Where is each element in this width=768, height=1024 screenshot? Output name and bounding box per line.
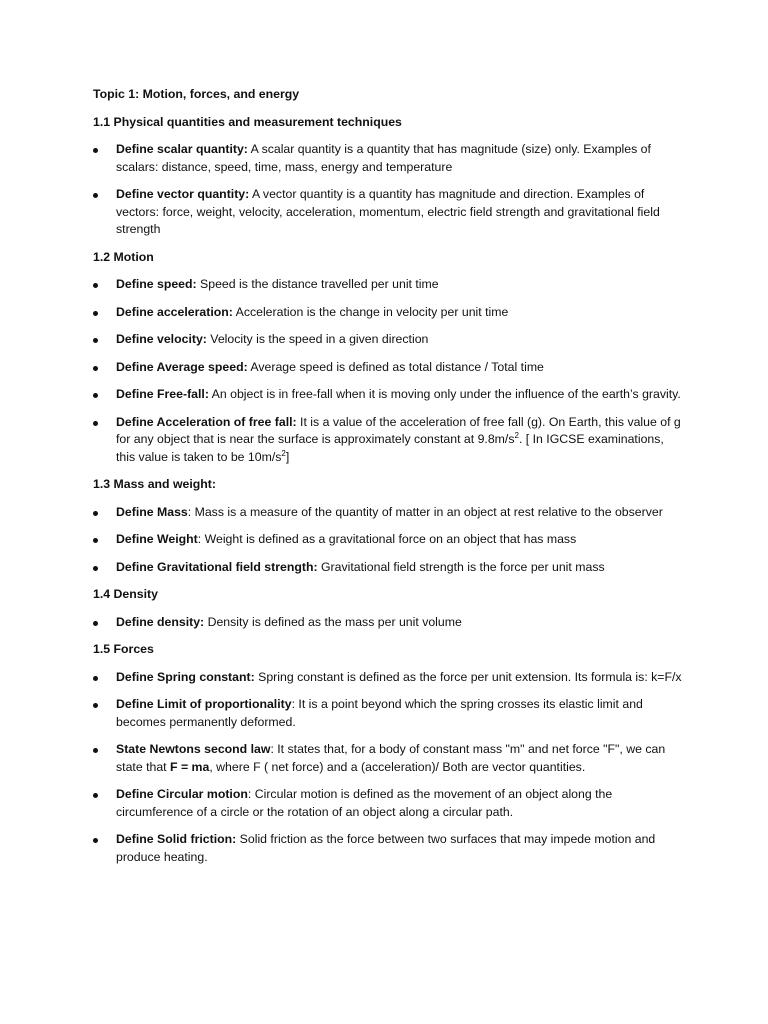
definition-text: : It is a point beyond which the spring crosses its elastic limit and becomes permanently deformed. [116, 697, 643, 729]
document-content [93, 86, 683, 876]
definition-term: State Newtons second law [116, 742, 271, 756]
superscript: 2 [281, 448, 286, 458]
definition-term: Define Spring constant: [116, 669, 255, 684]
definition-item [93, 276, 683, 294]
definition-term: Define Weight [116, 532, 198, 546]
definition-list [93, 276, 683, 466]
definition-text: Velocity is the speed in a given direction [206, 332, 429, 346]
definition-text: : Circular motion is defined as the movement of an object along the circumference of a circle or the rotation of an object along a circular path. [116, 787, 613, 819]
definition-term: Define Circular motion [116, 787, 248, 801]
definition-item [93, 331, 683, 349]
topic-title: Topic 1: Motion, forces, and energy [93, 87, 300, 101]
bullet-icon [93, 283, 98, 288]
definition-text: Speed is the distance travelled per unit time [196, 277, 439, 291]
definition-list [93, 669, 683, 867]
definition-term: Define scalar quantity: [116, 142, 248, 156]
definition-item [93, 304, 683, 322]
definition-text: Density is defined as the mass per unit volume [204, 614, 462, 629]
bullet-icon [93, 148, 98, 153]
bullet-icon [93, 703, 98, 708]
definition-term: Define Free-fall: [116, 387, 209, 401]
definition-text: An object is in free-fall when it is moving only under the influence of the earth’s gravity. [208, 387, 681, 401]
definition-text: : It states that, for a body of constant mass "m" and net force "F", we can state that [116, 742, 666, 774]
bullet-icon [93, 393, 98, 398]
definition-item [93, 504, 683, 522]
definition-term: Define Gravitational field strength: [116, 559, 318, 574]
definition-text: : Mass is a measure of the quantity of matter in an object at rest relative to the observer [187, 504, 663, 519]
bullet-icon [93, 511, 98, 516]
definition-text: Average speed is defined as total distance / Total time [247, 359, 544, 374]
definition-list [93, 141, 683, 239]
definition-text: , where F ( net force) and a (acceleration)/ Both are vector quantities. [209, 759, 586, 774]
definition-term: Define Mass [116, 504, 188, 519]
bullet-icon [93, 748, 98, 753]
bullet-icon [93, 621, 98, 626]
bullet-icon [93, 193, 98, 198]
bullet-icon [93, 311, 98, 316]
definition-term: Define velocity: [116, 332, 207, 346]
definition-list [93, 614, 683, 632]
definition-text: A scalar quantity is a quantity that has magnitude (size) only. Examples of scalars: distance, speed, time, mass, energy and temperature [116, 142, 651, 174]
definition-term: Define Acceleration of free fall: [116, 414, 297, 429]
bullet-icon [93, 838, 98, 843]
definition-text: Acceleration is the change in velocity per unit time [232, 304, 509, 319]
bullet-icon [93, 676, 98, 681]
definition-text: : Weight is defined as a gravitational force on an object that has mass [197, 532, 577, 546]
definition-item [93, 614, 683, 632]
section-heading: 1.2 Motion [93, 249, 154, 264]
definition-item [93, 669, 683, 687]
definition-item [93, 559, 683, 577]
section-heading: 1.3 Mass and weight: [93, 477, 216, 491]
formula-text: F = ma [170, 759, 210, 774]
bullet-icon [93, 338, 98, 343]
bullet-icon [93, 538, 98, 543]
definition-text: A vector quantity is a quantity has magnitude and direction. Examples of vectors: force, weight, velocity, acceleration, momentum, electric field strength and gravitational field strength [116, 187, 660, 236]
definition-item [93, 786, 683, 821]
definition-item [93, 141, 683, 176]
definition-list [93, 504, 683, 577]
definition-term: Define Average speed: [116, 359, 248, 374]
definition-item [93, 386, 683, 404]
definition-term: Define Solid friction: [116, 832, 237, 846]
definition-term: Define Limit of proportionality [116, 697, 292, 711]
definition-term: Define speed: [116, 277, 197, 291]
definition-item [93, 531, 683, 549]
bullet-icon [93, 566, 98, 571]
definition-text: Gravitational field strength is the force per unit mass [317, 559, 605, 574]
bullet-icon [93, 366, 98, 371]
definition-term: Define vector quantity: [116, 187, 250, 201]
section-heading: 1.4 Density [93, 587, 158, 601]
superscript: 2 [514, 430, 519, 440]
section-heading: 1.5 Forces [93, 642, 154, 656]
definition-item [93, 696, 683, 731]
bullet-icon [93, 421, 98, 426]
definition-item [93, 359, 683, 377]
definition-item [93, 831, 683, 866]
definition-term: Define density: [116, 614, 205, 629]
definition-item [93, 186, 683, 239]
definition-text: ] [285, 449, 290, 464]
definition-text: Spring constant is defined as the force per unit extension. Its formula is: k=F/x [254, 669, 682, 684]
definition-text: It is a value of the acceleration of free fall (g). On Earth, this value of g for any object that is near the surface is approximately constant at 9.8m/s [116, 414, 681, 446]
section-heading: 1.1 Physical quantities and measurement techniques [93, 114, 402, 129]
definition-text: . [ In IGCSE examinations, this value is taken to be 10m/s [116, 432, 664, 464]
bullet-icon [93, 793, 98, 798]
definition-text: Solid friction as the force between two surfaces that may impede motion and produce heating. [116, 832, 656, 864]
definition-item [93, 741, 683, 776]
definition-item [93, 414, 683, 467]
definition-term: Define acceleration: [116, 304, 233, 319]
